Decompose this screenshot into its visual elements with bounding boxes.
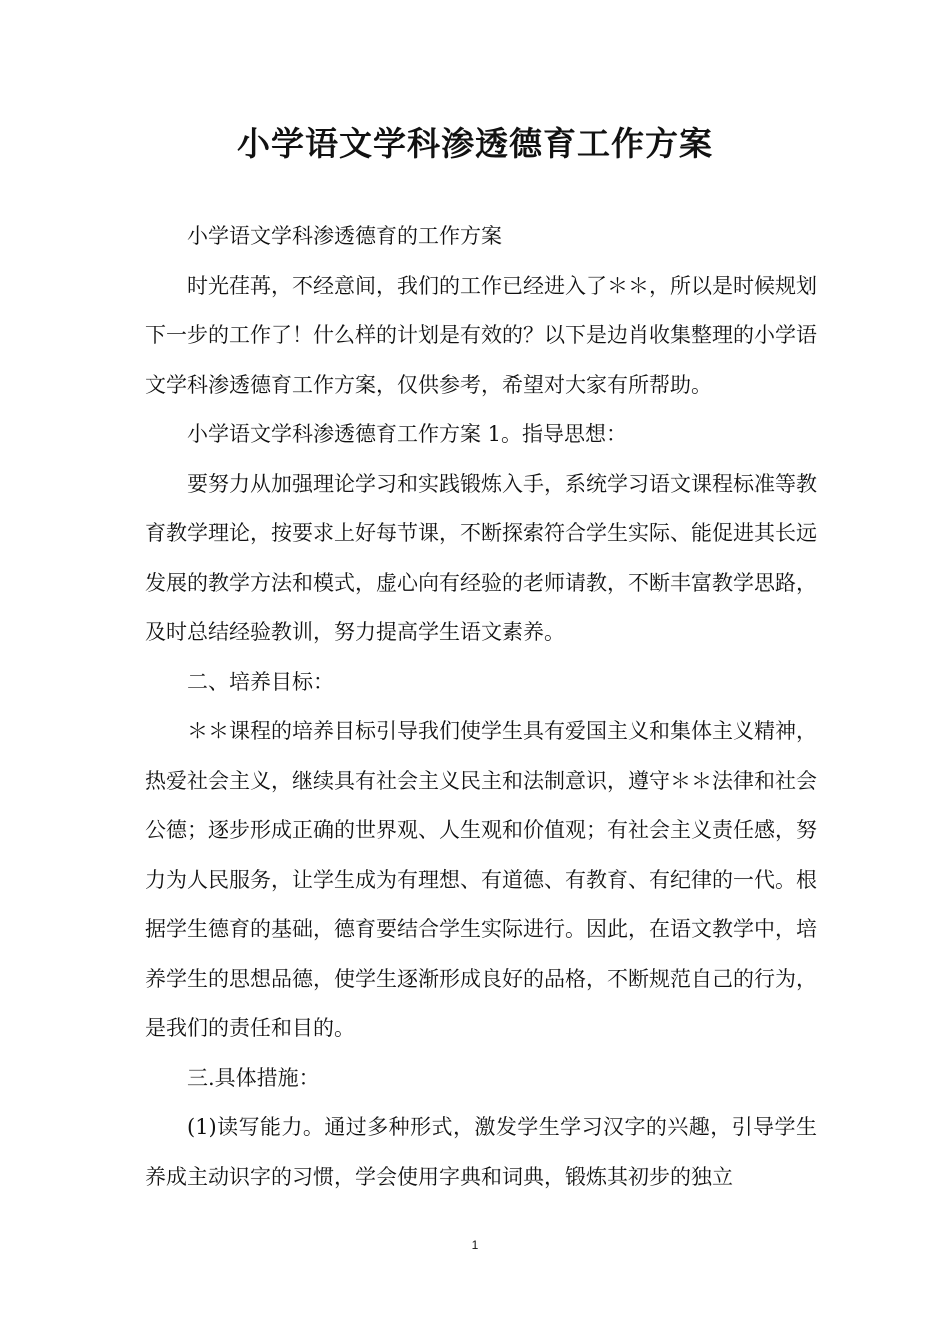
paragraph-training-goals: ＊＊课程的培养目标引导我们使学生具有爱国主义和集体主义精神，热爱社会主义，继续具有社会主义民主和法制意识，遵守＊＊法律和社会公德；逐步形成正确的世界观、人生观和价值观；有社会主义责任感，努力为人民服务，让学生成为有理想、有道德、有教育、有纪律的一代。根据学生德育的基础，德育要结合学生实际进行。因此，在语文教学中，培养学生的思想品德，使学生逐渐形成良好的品格，不断规范自己的行为，是我们的责任和目的。 <box>145 719 817 1040</box>
document-title: 小学语文学科渗透德育工作方案 <box>237 124 713 163</box>
paragraph-section-2-heading: 二、培养目标： <box>187 669 334 694</box>
paragraph-section-3-heading: 三.具体措施： <box>187 1065 320 1090</box>
paragraph-guiding-ideology: 要努力从加强理论学习和实践锻炼入手，系统学习语文课程标准等教育教学理论，按要求上好每节课，不断探索符合学生实际、能促进其长远发展的教学方法和模式，虚心向有经验的老师请教，不断丰富教学思路，及时总结经验教训，努力提高学生语文素养。 <box>145 471 817 644</box>
paragraph-subtitle: 小学语文学科渗透德育的工作方案 <box>187 224 502 248</box>
paragraph-intro: 时光荏苒，不经意间，我们的工作已经进入了＊＊，所以是时候规划下一步的工作了！什么样的计划是有效的？以下是边肖收集整理的小学语文学科渗透德育工作方案，仅供参考，希望对大家有所帮助。 <box>145 273 817 397</box>
paragraph-literacy: (1)读写能力。通过多种形式，激发学生学习汉字的兴趣，引导学生养成主动识字的习惯，学会使用字典和词典，锻炼其初步的独立 <box>145 1115 817 1189</box>
paragraph-section-1-heading: 小学语文学科渗透德育工作方案 1。指导思想： <box>187 422 628 446</box>
document-body <box>145 212 817 1202</box>
page-number: 1 <box>471 1238 479 1252</box>
